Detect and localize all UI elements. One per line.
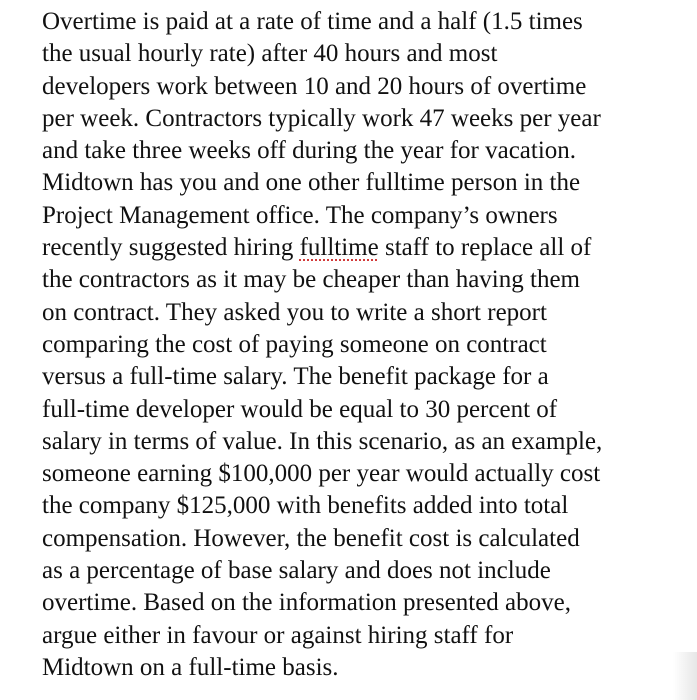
text-line-21: Midtown on a full-time basis. [42,653,339,681]
text-line-4: per week. Contractors typically work 47 weeks per year [42,104,601,132]
text-line-16: the company $125,000 with benefits added into total [42,492,569,520]
text-line-12: versus a full-time salary. The benefit package for a [42,363,549,391]
text-line-11: comparing the cost of paying someone on contract [42,330,547,358]
text-line-13: full-time developer would be equal to 30 percent of [42,395,558,423]
text-line-5: and take three weeks off during the year for vacation. [42,137,577,165]
text-line-17: compensation. However, the benefit cost is calculated [42,524,580,552]
text-line-8 [42,232,692,264]
text-line-2: the usual hourly rate) after 40 hours and most [42,40,498,68]
text-line-20: argue either in favour or against hiring staff for [42,621,514,649]
text-line-1: Overtime is paid at a rate of time and a half (1.5 times [42,8,583,35]
text-line-6: Midtown has you and one other fulltime person in the [42,169,581,197]
text-line-18: as a percentage of base salary and does not include [42,557,551,585]
spellcheck-flagged-word[interactable]: fulltime [299,234,379,262]
paragraph [42,6,692,684]
corner-shadow [673,652,697,700]
text-line-3: developers work between 10 and 20 hours of overtime [42,72,587,100]
text-line-7: Project Management office. The company’s owners [42,201,558,229]
text-line-14: salary in terms of value. In this scenario, as an example, [42,427,603,455]
text-line-19: overtime. Based on the information presented above, [42,589,572,617]
text-line-10: on contract. They asked you to write a short report [42,298,547,326]
text-line-8-start: recently suggested hiring [42,234,300,262]
text-line-9: the contractors as it may be cheaper than having them [42,266,580,294]
text-line-15: someone earning $100,000 per year would actually cost [42,460,601,488]
text-line-8-end: staff to replace all of [378,234,592,262]
